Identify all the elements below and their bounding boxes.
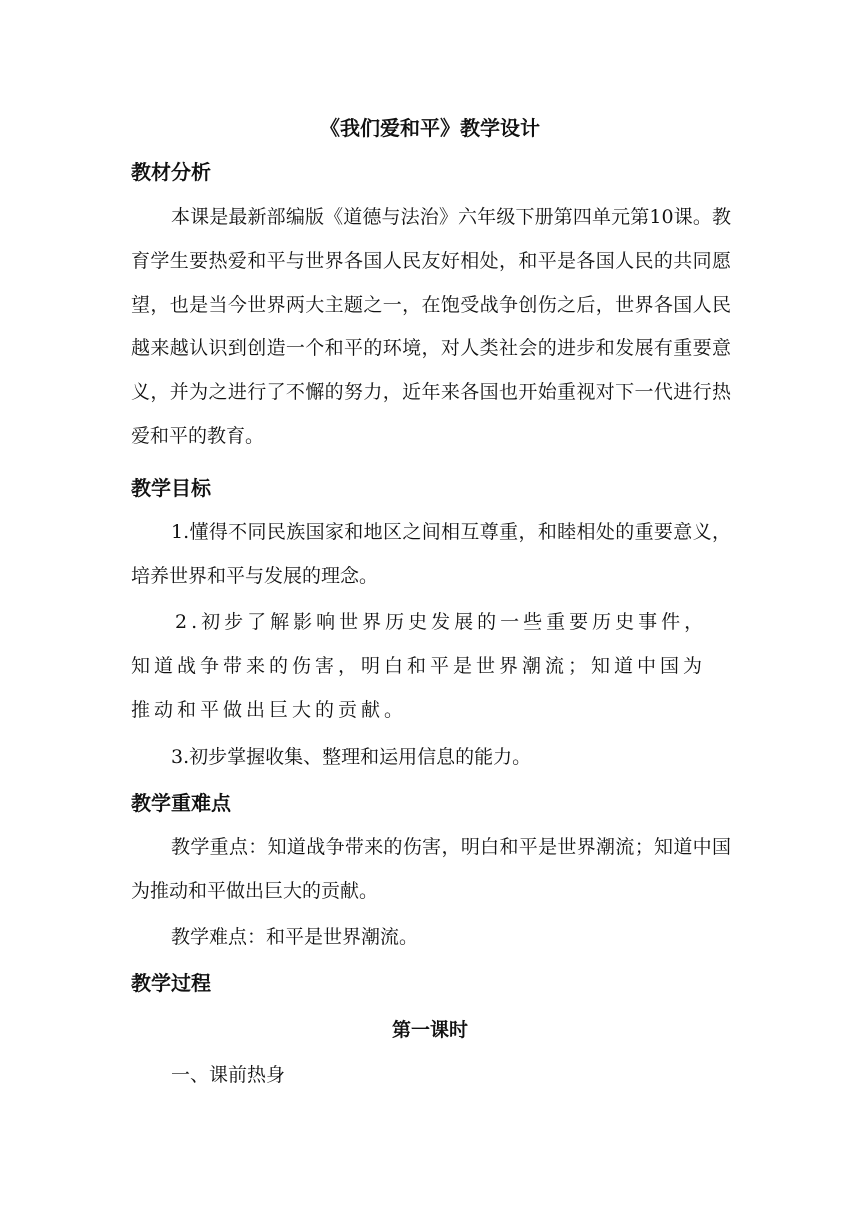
- goal-item-2-line-2: 知道战争带来的伤害，明白和平是世界潮流；知道中国为: [131, 655, 707, 677]
- document-title: 《我们爱和平》教学设计: [320, 116, 540, 140]
- section-heading-goals: 教学目标: [131, 476, 211, 500]
- lesson-title: 第一课时: [391, 1019, 468, 1041]
- section-heading-analysis: 教材分析: [131, 160, 211, 184]
- section-heading-key-points: 教学重难点: [131, 791, 231, 815]
- key-point-paragraph: 教学重点：知道战争带来的伤害，明白和平是世界潮流；知道中国为推动和平做出巨大的贡献。: [131, 836, 731, 902]
- goal-item-3: 3.初步掌握收集、整理和运用信息的能力。: [171, 746, 532, 768]
- section-heading-process: 教学过程: [131, 971, 211, 995]
- process-step-1: 一、课前热身: [171, 1064, 286, 1086]
- analysis-paragraph: 本课是最新部编版《道德与法治》六年级下册第四单元第10课。教育学生要热爱和平与世界各国人民友好相处，和平是各国人民的共同愿望，也是当今世界两大主题之一，在饱受战争创伤之后，世界各国人民越来越认识到创造一个和平的环境，对人类社会的进步和发展有重要意义，并为之进行了不懈的努力，近年来各国也开始重视对下一代进行热爱和平的教育。: [131, 206, 731, 447]
- goal-item-2-line-3: 推动和平做出巨大的贡献。: [131, 699, 408, 721]
- goal-item-2-line-1: 2.初步了解影响世界历史发展的一些重要历史事件，: [175, 611, 708, 633]
- difficult-point-paragraph: 教学难点：和平是世界潮流。: [171, 926, 419, 948]
- goal-item-1: 1.懂得不同民族国家和地区之间相互尊重，和睦相处的重要意义，培养世界和平与发展的理念。: [131, 521, 731, 587]
